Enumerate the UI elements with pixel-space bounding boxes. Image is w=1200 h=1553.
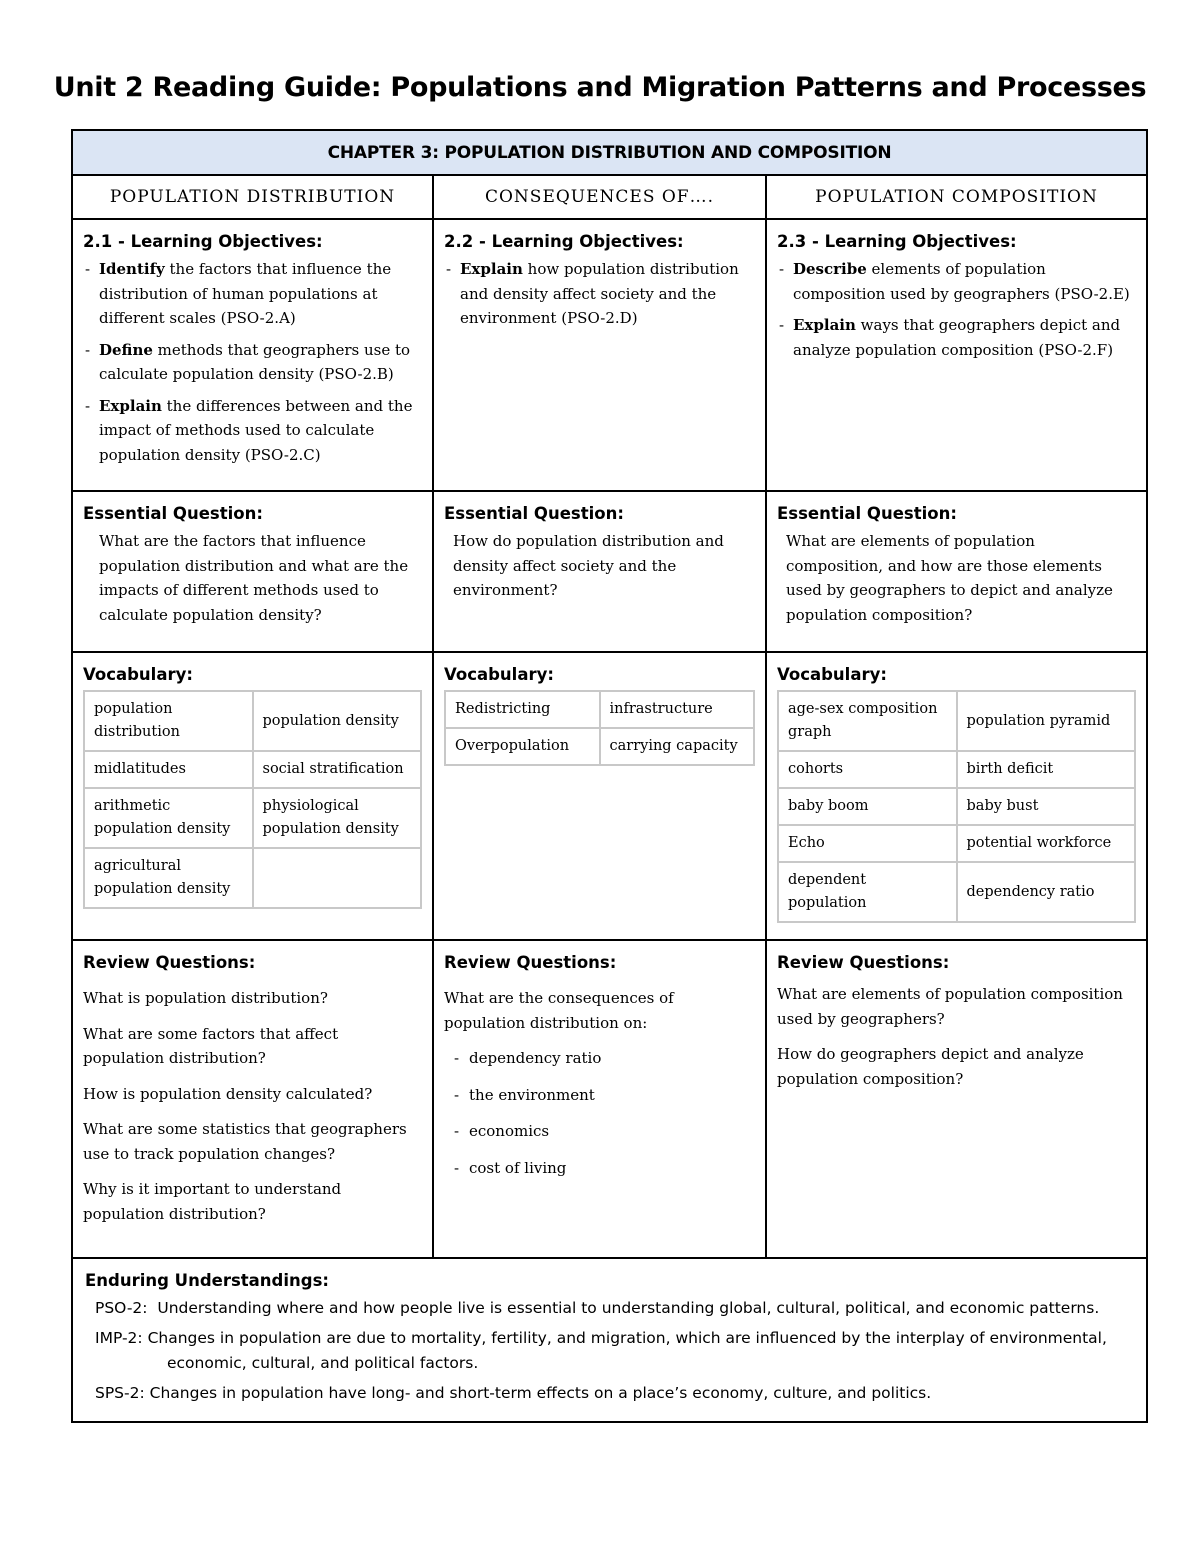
table-row [778,862,1135,922]
reading-guide-table [71,129,1148,1423]
essential-question-consequences: Essential Question: How do population distribution and density affect society and the environment? [433,491,766,652]
review-question: How do geographers depict and analyze population composition? [777,1045,1084,1088]
review-question: What is population distribution? [83,989,328,1007]
essential-question-composition: Essential Question: What are elements of population composition, and how are those elements used by geographers to depict and analyze population composition? [766,491,1147,652]
vocab-term: population density [253,691,422,751]
vocab-term: birth deficit [957,751,1136,788]
review-question: What are elements of population composition used by geographers? [777,985,1123,1028]
chapter-heading: CHAPTER 3: POPULATION DISTRIBUTION AND COMPOSITION [72,130,1147,175]
vocab-term [253,848,422,908]
vocab-term: midlatitudes [84,751,253,788]
objective-item: - Describe elements of population composition used by geographers (PSO-2.E) [777,257,1136,306]
vocab-term: baby bust [957,788,1136,825]
review-questions-composition: Review Questions: What are elements of population composition used by geographers? How do geographers depict and analyze population composition? [766,940,1147,1258]
review-question: How is population density calculated? [83,1084,373,1103]
vocab-term: agricultural population density [84,848,253,908]
vocab-term: carrying capacity [600,728,755,765]
table-row [84,751,421,788]
page-title: Unit 2 Reading Guide: Populations and Migration Patterns and Processes [53,72,1147,103]
column-heading-consequences: CONSEQUENCES OF…. [433,175,766,219]
vocabulary-table [444,690,755,766]
vocab-term: infrastructure [600,691,755,728]
table-row [778,691,1135,751]
table-row [84,691,421,751]
vocab-term: Overpopulation [445,728,600,765]
enduring-item-imp-2: IMP-2: Changes in population are due to mortality, fertility, and migration, which are influenced by the interplay of environmental, economic, cultural, and political factors. [95,1329,1107,1372]
objective-item: - Identify the factors that influence the distribution of human populations at different scales (PSO-2.A) [83,257,422,331]
list-item: - the environment [444,1083,755,1108]
column-heading-composition: POPULATION COMPOSITION [766,175,1147,219]
table-row [84,788,421,848]
list-item: - cost of living [444,1156,755,1181]
enduring-item-pso-2: PSO-2: Understanding where and how people live is essential to understanding global, cultural, political, and economic patterns. [95,1299,1100,1317]
vocab-term: baby boom [778,788,957,825]
vocab-term: arithmetic population density [84,788,253,848]
vocab-term: age-sex composition graph [778,691,957,751]
table-row [778,751,1135,788]
vocabulary-table [83,690,422,909]
enduring-item-sps-2: SPS-2: Changes in population have long- and short-term effects on a place’s economy, culture, and politics. [95,1384,932,1402]
objective-item: - Explain how population distribution and density affect society and the environment (PSO-2.D) [444,257,755,331]
enduring-understandings: Enduring Understandings: PSO-2: Understanding where and how people live is essential to understanding global, cultural, political, and economic patterns. IMP-2: Changes in population are due to mortality, fertility, and migration, which are influenced by the interplay of environmental, economic, cultural, and political factors. SPS-2: Changes in population have long- and short-term effects on a place’s economy, culture, and politics. [72,1258,1147,1422]
review-question: Why is it important to understand population distribution? [83,1180,342,1223]
table-row [778,825,1135,862]
table-row [778,788,1135,825]
vocab-term: dependency ratio [957,862,1136,922]
essential-question-distribution: Essential Question: What are the factors that influence population distribution and what are the impacts of different methods used to calculate population density? [72,491,433,652]
review-questions-consequences: Review Questions: What are the consequences of population distribution on: - dependency ratio - the environment - economics - cost of living [433,940,766,1258]
vocab-term: dependent population [778,862,957,922]
table-row [445,728,754,765]
list-item: - economics [444,1119,755,1144]
vocab-term: social stratification [253,751,422,788]
review-question: What are some factors that affect population distribution? [83,1024,339,1067]
vocab-term: cohorts [778,751,957,788]
review-questions-distribution: Review Questions: What is population distribution? What are some factors that affect population distribution? How is population density calculated? What are some statistics that geographers use to track population changes? Why is it important to understand population distribution? [72,940,433,1258]
vocabulary-composition: Vocabulary: age-sex composition graph population pyramid cohorts birth deficit baby boom baby bust Echo potential workforce dependent population dependency ratio [766,652,1147,940]
list-item: - dependency ratio [444,1046,755,1071]
objective-item: - Explain the differences between and the impact of methods used to calculate population density (PSO-2.C) [83,394,422,468]
learning-objectives-2-3: 2.3 - Learning Objectives: - Describe elements of population composition used by geographers (PSO-2.E) - Explain ways that geographers depict and analyze population composition (PSO-2.F) [766,219,1147,491]
vocab-term: population pyramid [957,691,1136,751]
review-question: What are the consequences of population distribution on: [444,989,674,1032]
vocab-term: physiological population density [253,788,422,848]
table-row [445,691,754,728]
objective-item: - Explain ways that geographers depict and analyze population composition (PSO-2.F) [777,313,1136,362]
column-heading-distribution: POPULATION DISTRIBUTION [72,175,433,219]
review-question: What are some statistics that geographers use to track population changes? [83,1120,407,1163]
vocab-term: population distribution [84,691,253,751]
learning-objectives-2-1: 2.1 - Learning Objectives: - Identify the factors that influence the distribution of human populations at different scales (PSO-2.A) - Define methods that geographers use to calculate population density (PSO-2.B) - Explain the differences between and the impact of methods used to calculate population density (PSO-2.C) [72,219,433,491]
vocabulary-table [777,690,1136,923]
vocab-term: Redistricting [445,691,600,728]
objective-item: - Define methods that geographers use to calculate population density (PSO-2.B) [83,338,422,387]
table-row [84,848,421,908]
vocabulary-consequences: Vocabulary: Redistricting infrastructure Overpopulation carrying capacity [433,652,766,940]
learning-objectives-2-2: 2.2 - Learning Objectives: - Explain how population distribution and density affect society and the environment (PSO-2.D) [433,219,766,491]
vocabulary-distribution: Vocabulary: population distribution population density midlatitudes social stratification arithmetic population density physiological population density agricultural population density [72,652,433,940]
vocab-term: potential workforce [957,825,1136,862]
vocab-term: Echo [778,825,957,862]
